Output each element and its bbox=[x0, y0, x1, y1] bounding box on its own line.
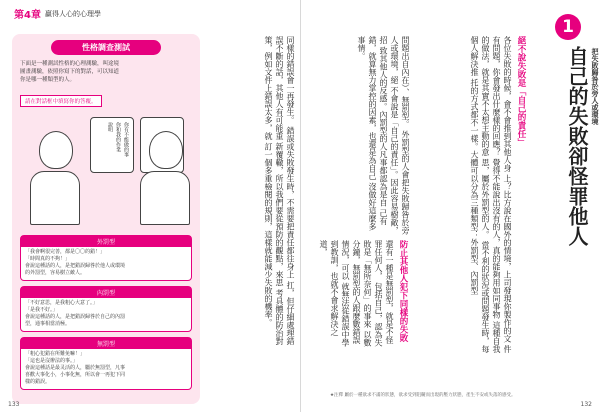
body-line: 外罰型的人會把失敗歸咎於旁人或環境，絕 bbox=[390, 36, 410, 235]
type-line: 型，通事相當消極。 bbox=[25, 321, 71, 327]
type-line: 「是我不好。」 bbox=[25, 307, 58, 313]
body-line: 錯誤或失敗發生時，不需要把責任都往身上 bbox=[286, 126, 295, 279]
type-line: 喜歡大事化小，小事化無，所以會一再犯下同 bbox=[25, 372, 126, 378]
body-line: 考具體的防治對策，例如文件上錯誤太多，就 bbox=[264, 36, 284, 346]
page-number-right: 132 bbox=[580, 401, 592, 408]
body-line: 當不利的狀況或問題發生時，每個人解決推 bbox=[470, 36, 490, 354]
chapter-title: 贏得人心的心理學 bbox=[44, 9, 101, 18]
test-title: 性格調查測試 bbox=[51, 40, 161, 55]
test-prompt: 請在對話框中填寫你的答覆。 bbox=[20, 95, 102, 107]
body-line: 上？比方說在國外的情境，上司發現你製作的文 bbox=[503, 174, 512, 343]
sub-title: 把失敗歸咎於旁人或環境 bbox=[591, 48, 599, 125]
body-line: 不會說是「自己的責任」。因此容易樹敵，招 bbox=[379, 36, 399, 235]
illustration bbox=[20, 111, 192, 231]
body-line: 致其他人的反感。內罰型的人凡事都認為是自 bbox=[379, 46, 388, 207]
bubble-line: 你和我的作業 bbox=[115, 122, 121, 152]
right-body-text-3 bbox=[307, 240, 395, 350]
section-number-badge: 1 bbox=[555, 14, 581, 40]
body-line: 訂一個多重檢閱的規則，這樣就能減少失敗的機率。 bbox=[264, 142, 273, 327]
body-line: 己有錯，就算無力掌控的因素，也還是為自己 bbox=[368, 36, 388, 226]
type-line: 的外罰型，容易樹立敵人。 bbox=[25, 270, 86, 276]
chapter-header bbox=[14, 6, 101, 21]
person-right-illustration bbox=[140, 131, 192, 226]
body-line: 托的方式都不一樣。大體可以分為三種類型：外罰型、內罰型 bbox=[470, 78, 479, 295]
type-name: 外罰型 bbox=[21, 236, 191, 247]
footnote: ★注釋 屬於一種欲求不滿的狀態，欲求受到阻礙而出現的壓力狀態，產生不安或失落的感受。 bbox=[330, 393, 516, 398]
main-title: 自己的失敗卻怪罪他人 bbox=[565, 46, 589, 246]
type-card-impunitive bbox=[20, 337, 192, 390]
test-description bbox=[20, 60, 192, 84]
body-line: 以數分鐘，無罰型的人跟麼數錯誤情況，可以 bbox=[341, 240, 372, 347]
type-line: 「粗心犯錯在所難免嘛！」 bbox=[25, 351, 86, 357]
body-line: 新覆轍，所以我們要從預防的觀點，來思 bbox=[275, 142, 284, 287]
body-line: 扛，但仔細處理錯誤不斷的話，其他人有可能重 bbox=[275, 36, 295, 346]
test-desc-line: 圖畫測驗，依照你寫下的對話，可以知道 bbox=[20, 69, 120, 75]
body-line: 這種自我的做法，就是其實不太想主動的意 bbox=[481, 36, 501, 354]
type-card-external bbox=[20, 235, 192, 281]
type-line: 樣的錯誤。 bbox=[25, 379, 51, 385]
test-desc-line: 你是哪一種類型的人。 bbox=[20, 77, 76, 83]
type-line: 「我會啊很完善，都是〇〇的錯！」 bbox=[25, 249, 106, 255]
type-name: 無罰型 bbox=[21, 338, 191, 349]
right-body-text-2 bbox=[307, 36, 411, 236]
type-line: 會說這種話是最灵活的人，屬於無罰型，凡事 bbox=[25, 365, 126, 371]
body-line: 沒做好這麼多事情。 bbox=[357, 36, 377, 231]
speech-bubble bbox=[90, 117, 134, 173]
body-line: 各位失敗的時候，會不會推到其他人身 bbox=[503, 36, 512, 172]
left-body-text bbox=[206, 36, 296, 346]
type-card-internal bbox=[20, 286, 192, 332]
type-line: 「不好意思，是我粗心大意了。」 bbox=[25, 300, 98, 306]
bubble-line: 你有不能做的事 bbox=[123, 122, 129, 157]
personality-test-box bbox=[12, 34, 200, 404]
right-page bbox=[300, 0, 600, 412]
title-block bbox=[546, 14, 590, 44]
right-body-text-1 bbox=[413, 36, 513, 356]
chapter-label: 第4章 bbox=[14, 10, 41, 21]
body-line: 還有一種是無罰型，就是不怪罪任何人， bbox=[374, 240, 394, 344]
body-line: 思，屬於外罰型的人。 bbox=[481, 158, 490, 239]
test-desc-line: 下面是一種測試性格的心理測驗，叫途境 bbox=[20, 61, 120, 67]
type-line: 「時間真的不夠！」 bbox=[25, 256, 71, 262]
bubble-line: 說明 bbox=[107, 122, 113, 132]
type-line: 會說這種話的人，是把錯誤歸咎於他人或環境 bbox=[25, 263, 126, 269]
body-line: 覺得不能說出沒有的人，真的能夠用如同事物 bbox=[492, 158, 501, 319]
body-line: 同樣的錯誤會一再發生。 bbox=[286, 36, 295, 124]
page-number-left: 133 bbox=[8, 401, 20, 408]
body-line: 件有問題，你會發出什麼樣的回應？ bbox=[492, 36, 512, 354]
type-name: 內罰型 bbox=[21, 287, 191, 298]
heading-prevent: 防止其他人犯下同樣的失敗 bbox=[398, 240, 408, 342]
type-line: 「這也是沒辦法的事。」 bbox=[25, 358, 78, 364]
body-line: 就無法從錯誤中學到教訓，也就不會求解決之道， bbox=[319, 240, 350, 347]
heading-responsibility: 絕不說失敗是「自己的責任」 bbox=[516, 36, 526, 147]
body-line: 問題出自內在）、無罰型。 bbox=[401, 36, 410, 128]
type-line: 會說這種話的人，是把錯誤歸咎於自己的內罰 bbox=[25, 314, 126, 320]
body-line: 包括自己，認為失敗是「無所奈何」的事來 bbox=[363, 240, 383, 347]
person-left-illustration bbox=[30, 131, 82, 226]
